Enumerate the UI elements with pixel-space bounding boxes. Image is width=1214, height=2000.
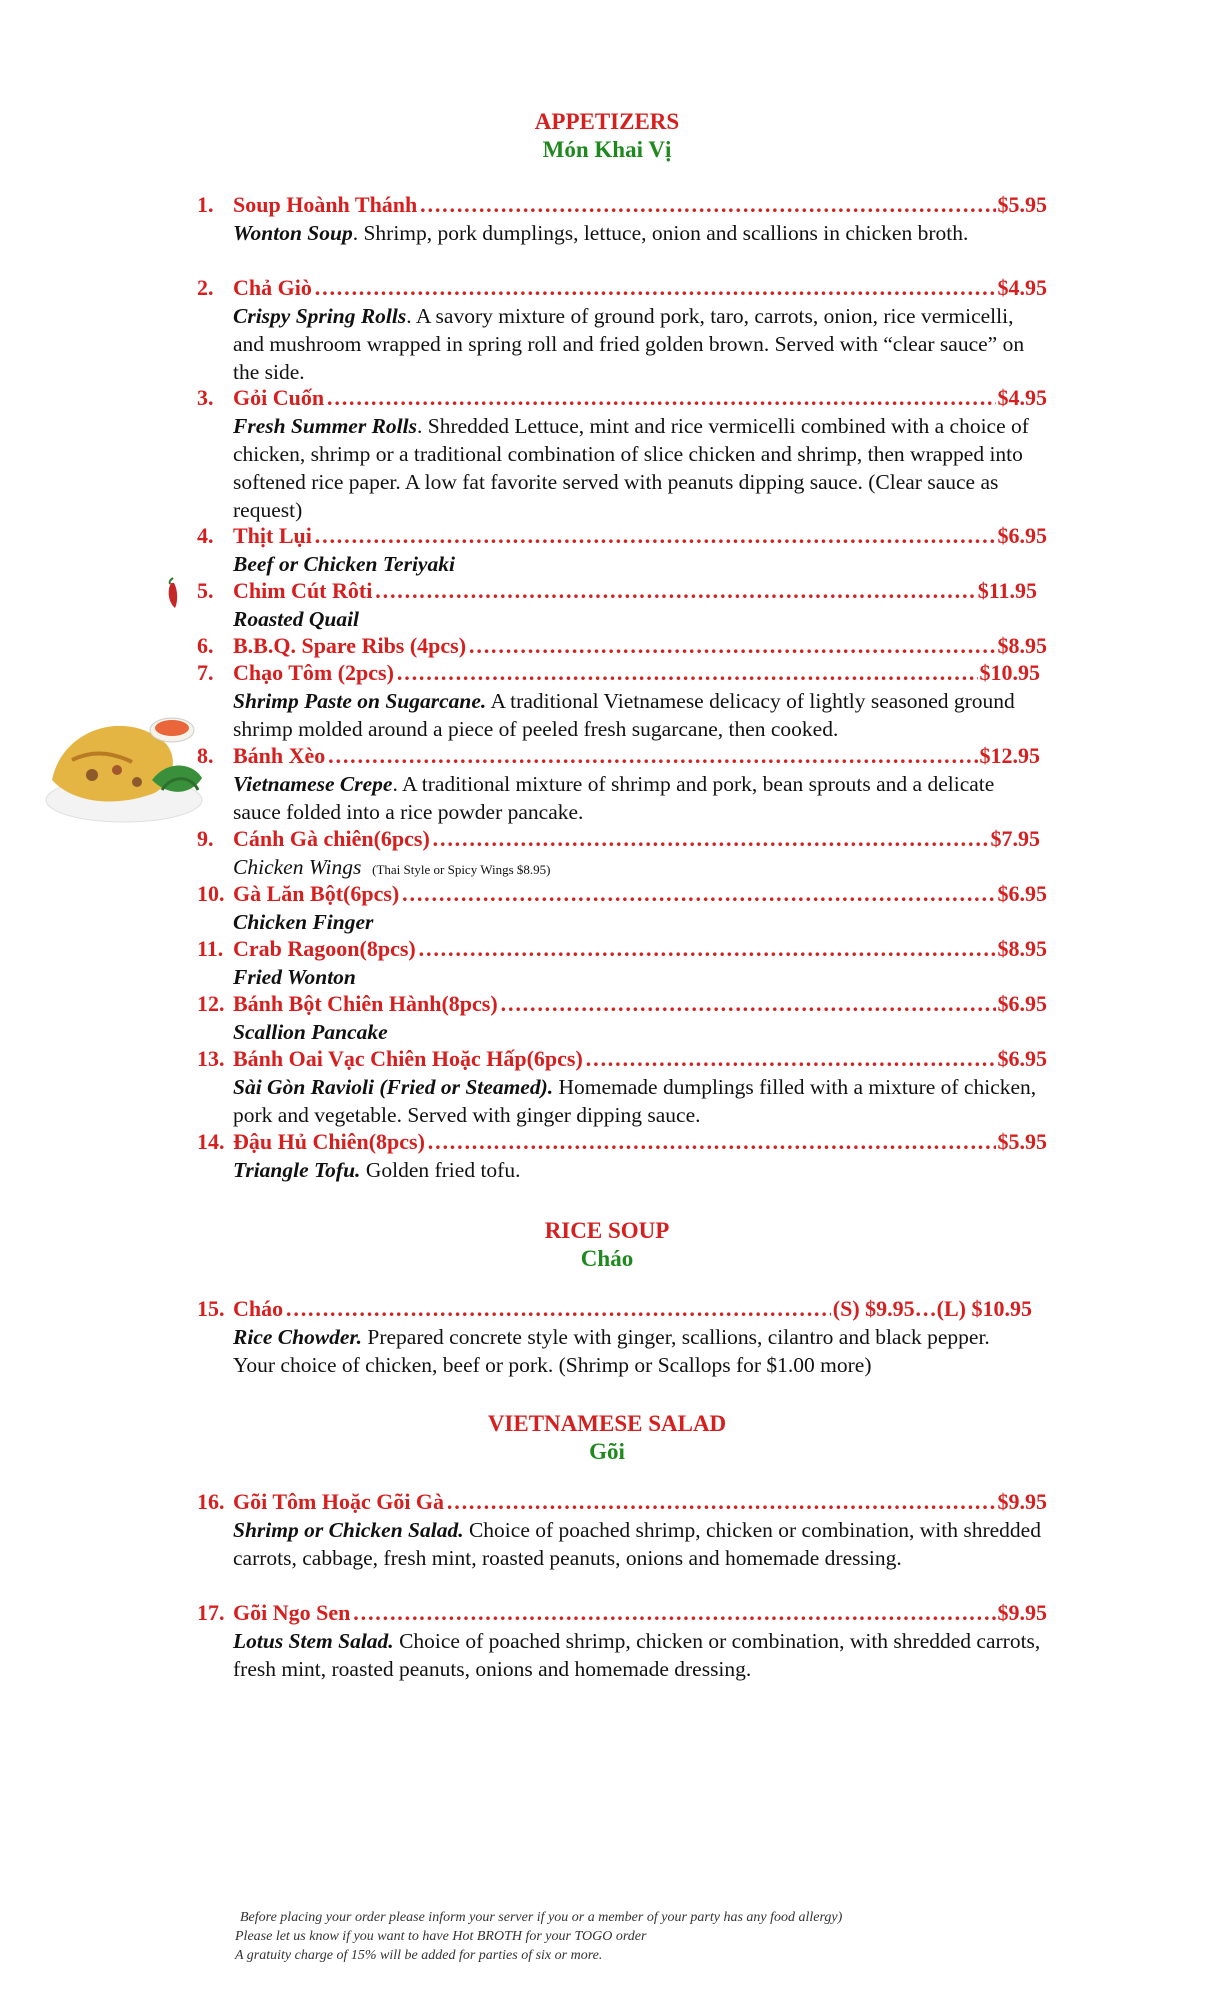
item-description [233,687,1040,743]
item-price: $7.95 [990,826,1040,851]
menu-item [197,1599,1047,1683]
item-name: Thịt Lụi [233,523,312,548]
salad-header [0,1410,1214,1466]
item-number: 8. [197,743,214,768]
item-name: Soup Hoành Thánh [233,192,418,217]
section-subtitle: Gõi [589,1439,625,1464]
item-number: 7. [197,660,214,685]
item-price: $6.95 [997,991,1047,1016]
item-number: 16. [197,1489,225,1514]
item-description [233,963,1047,991]
item-name: Bánh Oai Vạc Chiên Hoặc Hấp(6pcs) [233,1046,583,1071]
item-english-name: Wonton Soup [233,221,353,245]
item-detail: Prepared concrete style with ginger, scallions, cilantro and black pepper. Your choice of chicken, beef or pork. (Shrimp or Scallops for $1.00 more) [233,1325,990,1377]
gratuity-note: A gratuity charge of 15% will be added for parties of six or more. [235,1948,603,1963]
item-name: Gà Lăn Bột(6pcs) [233,881,400,906]
allergy-note: Before placing your order please inform your server if you or a member of your party has any food allergy) [240,1910,843,1925]
item-name: Bánh Xèo [233,743,326,768]
menu-item [197,1295,1032,1379]
item-english-name: Shrimp Paste on Sugarcane. [233,689,487,713]
dot-leader [419,191,995,219]
item-english-name: Rice Chowder. [233,1325,363,1349]
item-price: $11.95 [977,578,1037,603]
dot-leader [396,659,978,687]
item-price: $6.95 [997,523,1047,548]
item-price: $10.95 [979,660,1040,685]
item-number: 15. [197,1296,225,1321]
menu-item [197,825,1040,884]
menu-item [197,522,1047,578]
section-subtitle: Món Khai Vị [542,137,672,162]
dot-leader [352,1599,995,1627]
item-detail: Homemade dumplings filled with a mixture of chicken, pork and vegetable. Served with ginger dipping sauce. [233,1075,1037,1127]
item-number: 10. [197,881,225,906]
item-number: 12. [197,991,225,1016]
item-description [233,302,1047,386]
item-detail: Golden fried tofu. [360,1158,521,1182]
item-number: 3. [197,385,214,410]
item-price: $12.95 [979,743,1040,768]
item-description [233,550,1047,578]
item-name: Đậu Hủ Chiên(8pcs) [233,1129,425,1154]
item-english-name: Beef or Chicken Teriyaki [233,552,455,576]
item-english-name: Lotus Stem Salad. [233,1629,394,1653]
item-detail: . A traditional mixture of shrimp and pork, bean sprouts and a delicate sauce folded into a rice powder pancake. [233,772,995,824]
menu-item [197,577,1037,633]
item-description [233,219,1047,247]
item-price: $8.95 [997,633,1047,658]
togo-note: Please let us know if you want to have Hot BROTH for your TOGO order [235,1929,647,1944]
menu-item [197,742,1040,826]
item-description [233,1018,1047,1046]
dot-leader [314,274,996,302]
item-description [233,908,1047,936]
item-description [233,770,1040,826]
item-detail: A traditional Vietnamese delicacy of lightly seasoned ground shrimp molded around a piece of peeled fresh sugarcane, then cooked. [233,689,1015,741]
item-number: 9. [197,826,214,851]
item-price: $8.95 [997,936,1047,961]
dot-leader [285,1295,831,1323]
dot-leader [468,632,995,660]
item-price: $9.95 [997,1600,1047,1625]
item-price: $9.95 [997,1489,1047,1514]
section-title: VIETNAMESE SALAD [487,1411,727,1436]
item-detail: Choice of poached shrimp, chicken or combination, with shredded carrots, fresh mint, roasted peanuts, onions and homemade dressing. [233,1629,1041,1681]
crepe-plate-icon [32,690,212,830]
item-detail: . A savory mixture of ground pork, taro, carrots, onion, rice vermicelli, and mushroom wrapped in spring roll and fried golden brown. Served with “clear sauce” on the side. [233,304,1025,384]
menu-item [197,384,1047,524]
item-english-name: Chicken Wings [233,855,362,879]
footer-notes [235,1908,842,1965]
item-name: Bánh Bột Chiên Hành(8pcs) [233,991,498,1016]
item-name: Cháo [233,1296,284,1321]
item-number: 2. [197,275,214,300]
item-number: 6. [197,633,214,658]
item-number: 13. [197,1046,225,1071]
item-detail: . Shredded Lettuce, mint and rice vermicelli combined with a choice of chicken, shrimp or a traditional combination of slice chicken and shrimp, then wrapped into softened rice paper. A low fat favorite served with peanuts dipping sauce. (Clear sauce as request) [233,414,1029,522]
menu-item [197,1128,1047,1184]
menu-item [197,1488,1047,1572]
appetizers-header [0,108,1214,164]
item-description [233,1156,1047,1184]
item-name: Crab Ragoon(8pcs) [233,936,416,961]
item-price: $5.95 [997,1129,1047,1154]
dot-leader [327,742,977,770]
item-description [233,412,1047,524]
item-english-name: Fresh Summer Rolls [233,414,417,438]
item-description [233,1516,1047,1572]
item-english-name: Crispy Spring Rolls [233,304,407,328]
item-number: 4. [197,523,214,548]
item-english-name: Roasted Quail [233,607,360,631]
item-english-name: Shrimp or Chicken Salad. [233,1518,464,1542]
menu-item [197,990,1047,1046]
item-price: $4.95 [997,275,1047,300]
menu-item [197,274,1047,386]
menu-item [197,880,1047,936]
menu-item [197,632,1047,660]
dot-leader [427,1128,996,1156]
item-name: Gỏi Cuốn [233,385,325,410]
dot-leader [374,577,975,605]
section-title: RICE SOUP [544,1218,670,1243]
item-description [233,1627,1047,1683]
item-price: $4.95 [997,385,1047,410]
item-name: Gõi Ngo Sen [233,1600,351,1625]
dot-leader [326,384,995,412]
dot-leader [314,522,996,550]
item-note: (Thai Style or Spicy Wings $8.95) [372,862,551,877]
menu-item [197,935,1047,991]
item-price: $6.95 [997,1046,1047,1071]
dot-leader [401,880,995,908]
item-name: Gõi Tôm Hoặc Gõi Gà [233,1489,445,1514]
item-english-name: Vietnamese Crepe [233,772,393,796]
item-name: Chả Giò [233,275,312,300]
item-name: Cánh Gà chiên(6pcs) [233,826,430,851]
item-number: 17. [197,1600,225,1625]
item-description [233,1323,1032,1379]
item-price: $5.95 [997,192,1047,217]
item-english-name: Fried Wonton [233,965,356,989]
dot-leader [432,825,989,853]
item-number: 1. [197,192,214,217]
item-detail: . Shrimp, pork dumplings, lettuce, onion and scallions in chicken broth. [352,221,969,245]
menu-item [197,659,1040,743]
item-name: Chim Cút Rôti [233,578,373,603]
item-description [233,1073,1047,1129]
item-name: B.B.Q. Spare Ribs (4pcs) [233,633,467,658]
dot-leader [500,990,996,1018]
item-detail: Choice of poached shrimp, chicken or combination, with shredded carrots, cabbage, fresh mint, roasted peanuts, onions and homemade dressing. [233,1518,1041,1570]
menu-item [197,1045,1047,1129]
item-english-name: Triangle Tofu. [233,1158,361,1182]
section-subtitle: Cháo [580,1246,634,1271]
item-english-name: Scallion Pancake [233,1020,388,1044]
item-name: Chạo Tôm (2pcs) [233,660,394,685]
item-number: 5. [197,578,214,603]
item-number: 11. [197,936,224,961]
item-number: 14. [197,1129,225,1154]
dot-leader [446,1488,995,1516]
item-english-name: Sài Gòn Ravioli (Fried or Steamed). [233,1075,554,1099]
dot-leader [585,1045,996,1073]
section-title: APPETIZERS [534,109,680,134]
rice-soup-header [0,1217,1214,1273]
item-price: $6.95 [997,881,1047,906]
chili-pepper-icon [166,576,180,610]
item-price: (S) $9.95…(L) $10.95 [832,1296,1032,1321]
item-description [233,605,1037,633]
item-english-name: Chicken Finger [233,910,374,934]
dot-leader [418,935,996,963]
menu-item [197,191,1047,247]
